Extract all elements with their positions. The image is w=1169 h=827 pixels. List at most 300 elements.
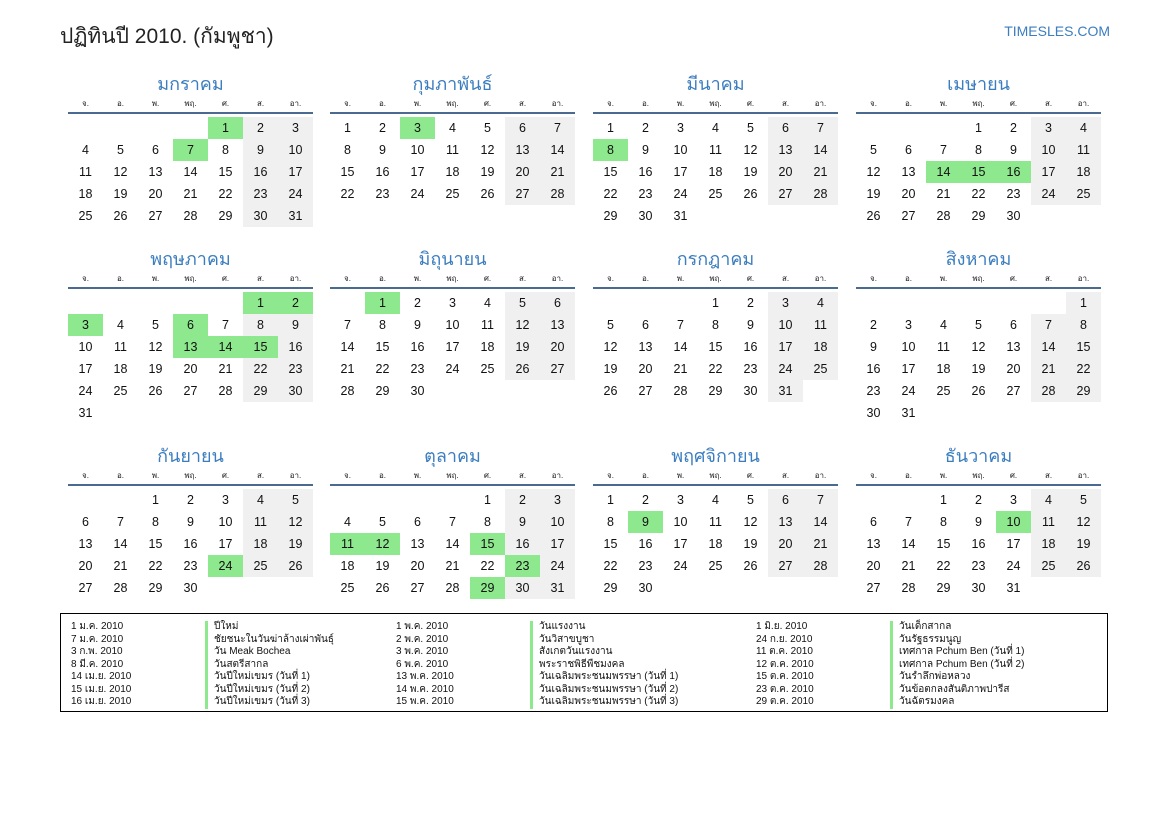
month-block [593,442,838,599]
legend-holiday-name: วันรัฐธรรมนูญ [890,634,961,647]
day-cell: 5 [975,318,982,332]
day-cell: 13 [540,314,575,336]
day-cell: 8 [379,318,386,332]
day-cell: 2 [1010,121,1017,135]
day-cell: 8 [940,515,947,529]
day-cell: 25 [340,581,355,595]
day-cell: 15 [603,165,618,179]
day-cell: 28 [936,209,951,223]
day-cell: 12 [480,143,495,157]
legend-holiday-name: วันรำลึกพ่อหลวง [890,671,970,684]
weekday-header [68,470,313,486]
weekday-label: อา. [551,274,564,283]
day-cell: 4 [82,143,89,157]
day-cell: 22 [1066,358,1101,380]
weekday-label: ส. [518,99,527,108]
day-cell: 3 [449,296,456,310]
empty-cell [856,117,891,139]
day-cell: 10 [673,143,688,157]
day-cell: 18 [445,165,460,179]
legend-holiday-name: สังเกตวันแรงงาน [530,646,612,659]
day-cell: 6 [1010,318,1017,332]
legend-entry [396,696,678,709]
page-title: ปฏิทินปี 2010. (กัมพูชา) [60,25,274,48]
weekday-label: พ. [676,274,685,283]
holiday-day-cell: 24 [208,555,243,577]
legend-entry [71,646,334,659]
day-cell: 2 [243,117,278,139]
day-cell: 7 [803,117,838,139]
day-cell: 28 [1031,380,1066,402]
weekday-label: อา. [1077,274,1090,283]
legend-date: 15 พ.ค. 2010 [396,696,454,707]
day-cell: 20 [505,161,540,183]
day-cell: 22 [375,362,390,376]
day-cell: 15 [603,537,618,551]
day-cell: 21 [540,161,575,183]
day-cell: 24 [1006,559,1021,573]
empty-cell [891,489,926,511]
weekday-label: ส. [1044,471,1053,480]
day-cell: 2 [414,296,421,310]
legend-date: 1 ม.ค. 2010 [71,621,124,632]
month-block [68,245,313,424]
day-cell: 7 [1031,314,1066,336]
holiday-day-cell: 15 [470,533,505,555]
empty-cell [891,292,926,314]
day-grid [856,489,1101,599]
day-cell: 12 [113,165,128,179]
day-cell: 12 [743,143,758,157]
legend-entry [71,671,334,684]
weekday-label: อ. [904,99,913,108]
month-name: ธันวาคม [944,446,1013,466]
weekday-header [856,98,1101,114]
legend-holiday-name: ชัยชนะในวันฆ่าล้างเผ่าพันธุ์ [205,634,334,647]
day-cell: 20 [78,559,93,573]
weekday-label: ส. [781,471,790,480]
weekday-label: ส. [781,274,790,283]
weekday-label: อ. [641,99,650,108]
day-cell: 4 [1031,489,1066,511]
day-cell: 16 [243,161,278,183]
weekday-label: อา. [289,274,302,283]
day-cell: 28 [340,384,355,398]
day-cell: 17 [540,533,575,555]
day-cell: 11 [446,143,459,157]
weekday-label: อ. [116,471,125,480]
day-cell: 24 [278,183,313,205]
empty-cell [103,489,138,511]
legend-entry [71,634,334,647]
legend-holiday-name: วันเด็กสากล [890,621,951,634]
day-cell: 20 [540,336,575,358]
day-cell: 5 [747,121,754,135]
empty-cell [961,292,996,314]
day-cell: 10 [540,511,575,533]
legend-date: 23 ต.ค. 2010 [756,683,814,695]
day-cell: 13 [78,537,93,551]
legend-date: 1 พ.ค. 2010 [396,621,449,632]
day-cell: 25 [936,384,951,398]
day-cell: 6 [768,489,803,511]
month-block [856,70,1101,227]
weekday-label: จ. [82,99,89,108]
holiday-day-cell: 8 [593,139,628,161]
day-cell: 25 [708,187,723,201]
weekday-label: จ. [344,274,351,283]
day-cell: 9 [278,314,313,336]
day-grid [856,292,1101,424]
day-cell: 17 [278,161,313,183]
weekday-label: พ. [939,274,948,283]
day-cell: 31 [278,205,313,227]
legend-date: 13 พ.ค. 2010 [396,671,454,682]
empty-cell [400,489,435,511]
weekday-label: จ. [870,471,877,480]
legend-entry [756,646,1024,659]
day-cell: 15 [218,165,233,179]
weekday-label: พฤ. [446,99,459,108]
day-cell: 15 [936,537,951,551]
day-cell: 3 [677,121,684,135]
day-cell: 20 [183,362,198,376]
day-cell: 11 [114,340,127,354]
day-cell: 29 [1066,380,1101,402]
day-cell: 31 [901,406,916,420]
legend-holiday-name: วันสตรีสากล [205,659,268,672]
day-cell: 27 [183,384,198,398]
day-cell: 26 [971,384,986,398]
day-cell: 14 [673,340,688,354]
day-cell: 30 [638,581,653,595]
empty-cell [1031,292,1066,314]
day-cell: 28 [803,555,838,577]
day-cell: 16 [866,362,881,376]
empty-cell [891,117,926,139]
weekday-label: พฤ. [446,274,459,283]
day-cell: 27 [901,209,916,223]
legend-entry [756,671,1024,684]
day-cell: 5 [1066,489,1101,511]
day-cell: 24 [445,362,460,376]
day-cell: 25 [480,362,495,376]
day-cell: 31 [540,577,575,599]
day-cell: 10 [278,139,313,161]
weekday-label: ศ. [483,99,492,108]
day-cell: 9 [642,143,649,157]
weekday-label: อ. [641,274,650,283]
day-cell: 25 [445,187,460,201]
day-cell: 26 [743,187,758,201]
day-cell: 23 [375,187,390,201]
day-cell: 24 [410,187,425,201]
day-cell: 29 [708,384,723,398]
day-cell: 27 [638,384,653,398]
day-grid [593,292,838,402]
holiday-legend [60,613,1108,712]
day-cell: 8 [1066,314,1101,336]
month-block [330,70,575,205]
day-cell: 22 [971,187,986,201]
legend-date: 29 ต.ค. 2010 [756,696,814,707]
legend-date: 1 มิ.ย. 2010 [756,621,808,632]
day-cell: 9 [187,515,194,529]
day-cell: 8 [975,143,982,157]
day-cell: 24 [901,384,916,398]
legend-column [71,621,334,709]
day-cell: 16 [971,537,986,551]
day-cell: 3 [540,489,575,511]
day-cell: 6 [905,143,912,157]
day-cell: 11 [1066,139,1101,161]
day-cell: 26 [375,581,390,595]
day-cell: 24 [78,384,93,398]
day-cell: 22 [218,187,233,201]
holiday-day-cell: 13 [173,336,208,358]
month-name: พฤษภาคม [150,249,231,269]
legend-holiday-name: ปีใหม่ [205,621,238,634]
day-cell: 18 [803,336,838,358]
day-cell: 30 [243,205,278,227]
legend-holiday-name: วันเฉลิมพระชนมพรรษา (วันที่ 3) [530,696,678,709]
day-cell: 10 [410,143,425,157]
legend-entry [71,696,334,709]
day-cell: 25 [1031,555,1066,577]
day-cell: 14 [803,139,838,161]
legend-column [396,621,678,709]
day-cell: 27 [866,581,881,595]
weekday-label: จ. [344,99,351,108]
day-cell: 16 [743,340,758,354]
day-cell: 28 [445,581,460,595]
weekday-label: ศ. [1009,274,1018,283]
day-cell: 28 [901,581,916,595]
day-cell: 12 [866,165,881,179]
day-cell: 6 [152,143,159,157]
day-cell: 13 [410,537,425,551]
day-cell: 4 [344,515,351,529]
day-cell: 4 [484,296,491,310]
day-cell: 16 [375,165,390,179]
day-cell: 2 [975,493,982,507]
legend-entry [396,646,678,659]
day-cell: 1 [975,121,982,135]
day-cell: 26 [743,559,758,573]
day-cell: 21 [183,187,198,201]
day-cell: 25 [113,384,128,398]
day-cell: 15 [340,165,355,179]
empty-cell [103,292,138,314]
day-cell: 20 [768,161,803,183]
legend-date: 16 เม.ย. 2010 [71,696,132,707]
day-cell: 8 [243,314,278,336]
holiday-day-cell: 6 [173,314,208,336]
day-cell: 30 [1006,209,1021,223]
day-cell: 10 [78,340,93,354]
day-cell: 7 [222,318,229,332]
holiday-day-cell: 3 [400,117,435,139]
day-cell: 6 [870,515,877,529]
legend-date: 3 พ.ค. 2010 [396,646,449,657]
weekday-label: ศ. [221,99,230,108]
weekday-label: พฤ. [709,274,722,283]
legend-holiday-name: วันปีใหม่เขมร (วันที่ 2) [205,684,310,697]
empty-cell [68,489,103,511]
day-cell: 11 [937,340,950,354]
day-cell: 28 [218,384,233,398]
weekday-label: ส. [781,99,790,108]
day-cell: 1 [940,493,947,507]
weekday-label: พฤ. [709,471,722,480]
day-cell: 21 [803,533,838,555]
day-cell: 13 [1006,340,1021,354]
day-cell: 12 [743,515,758,529]
day-cell: 6 [540,292,575,314]
empty-cell [330,292,365,314]
day-cell: 21 [340,362,355,376]
legend-entry [396,659,678,672]
legend-holiday-name: วันฉัตรมงคล [890,696,954,709]
day-cell: 22 [480,559,495,573]
legend-entry [71,621,334,634]
day-cell: 15 [148,537,163,551]
day-cell: 6 [82,515,89,529]
holiday-day-cell: 29 [470,577,505,599]
day-cell: 11 [803,314,838,336]
day-cell: 18 [243,533,278,555]
day-grid [330,489,575,599]
weekday-label: พ. [676,99,685,108]
day-cell: 23 [866,384,881,398]
day-cell: 7 [905,515,912,529]
day-cell: 4 [940,318,947,332]
day-cell: 11 [243,511,278,533]
empty-cell [103,117,138,139]
day-cell: 11 [1031,511,1066,533]
weekday-label: อ. [116,274,125,283]
day-cell: 21 [901,559,916,573]
day-cell: 29 [243,380,278,402]
day-cell: 16 [410,340,425,354]
day-cell: 26 [148,384,163,398]
day-cell: 12 [603,340,618,354]
weekday-label: พ. [939,99,948,108]
day-cell: 3 [1010,493,1017,507]
day-cell: 26 [603,384,618,398]
empty-cell [208,292,243,314]
day-cell: 17 [768,336,803,358]
day-cell: 1 [712,296,719,310]
weekday-label: อ. [116,99,125,108]
month-block [330,442,575,599]
day-cell: 17 [673,537,688,551]
day-cell: 10 [768,314,803,336]
day-cell: 23 [410,362,425,376]
weekday-label: ศ. [746,471,755,480]
day-cell: 19 [480,165,495,179]
day-cell: 29 [375,384,390,398]
day-cell: 6 [505,117,540,139]
legend-date: 7 ม.ค. 2010 [71,633,124,645]
day-cell: 21 [803,161,838,183]
month-name: สิงหาคม [945,249,1012,269]
day-cell: 15 [1066,336,1101,358]
weekday-label: อ. [378,274,387,283]
weekday-label: อ. [378,99,387,108]
day-cell: 23 [971,559,986,573]
weekday-label: ส. [256,471,265,480]
day-cell: 19 [866,187,881,201]
month-name: กุมภาพันธ์ [412,74,493,94]
holiday-day-cell: 9 [628,511,663,533]
day-cell: 26 [113,209,128,223]
weekday-label: อ. [904,471,913,480]
day-cell: 9 [243,139,278,161]
site-link[interactable]: TIMESLES.COM [1004,23,1110,39]
day-cell: 30 [278,380,313,402]
day-cell: 17 [1031,161,1066,183]
day-cell: 8 [222,143,229,157]
day-cell: 4 [117,318,124,332]
holiday-day-cell: 1 [208,117,243,139]
month-name: กันยายน [157,446,224,466]
day-cell: 13 [866,537,881,551]
empty-cell [856,489,891,511]
day-cell: 9 [1010,143,1017,157]
day-cell: 23 [743,362,758,376]
weekday-label: จ. [607,274,614,283]
day-cell: 24 [673,559,688,573]
month-block [593,70,838,227]
weekday-header [593,98,838,114]
day-cell: 9 [505,511,540,533]
day-cell: 24 [1031,183,1066,205]
weekday-label: พฤ. [184,471,197,480]
holiday-day-cell: 2 [278,292,313,314]
legend-entry [756,621,1024,634]
legend-entry [756,684,1024,697]
day-cell: 22 [936,559,951,573]
day-cell: 14 [445,537,460,551]
empty-cell [138,292,173,314]
day-cell: 18 [708,537,723,551]
legend-entry [71,684,334,697]
day-cell: 30 [410,384,425,398]
day-cell: 13 [148,165,163,179]
day-grid [330,117,575,205]
legend-entry [396,671,678,684]
holiday-day-cell: 16 [996,161,1031,183]
empty-cell [68,117,103,139]
day-cell: 4 [803,292,838,314]
month-block [330,245,575,402]
legend-holiday-name: วัน Meak Bochea [205,646,290,659]
day-cell: 24 [673,187,688,201]
day-cell: 19 [113,187,128,201]
legend-date: 12 ต.ค. 2010 [756,658,814,670]
legend-entry [71,659,334,672]
day-cell: 20 [901,187,916,201]
day-cell: 26 [1066,555,1101,577]
empty-cell [173,117,208,139]
day-cell: 17 [673,165,688,179]
weekday-header [330,470,575,486]
day-cell: 19 [971,362,986,376]
legend-date: 2 พ.ค. 2010 [396,633,449,645]
empty-cell [330,489,365,511]
day-cell: 25 [78,209,93,223]
